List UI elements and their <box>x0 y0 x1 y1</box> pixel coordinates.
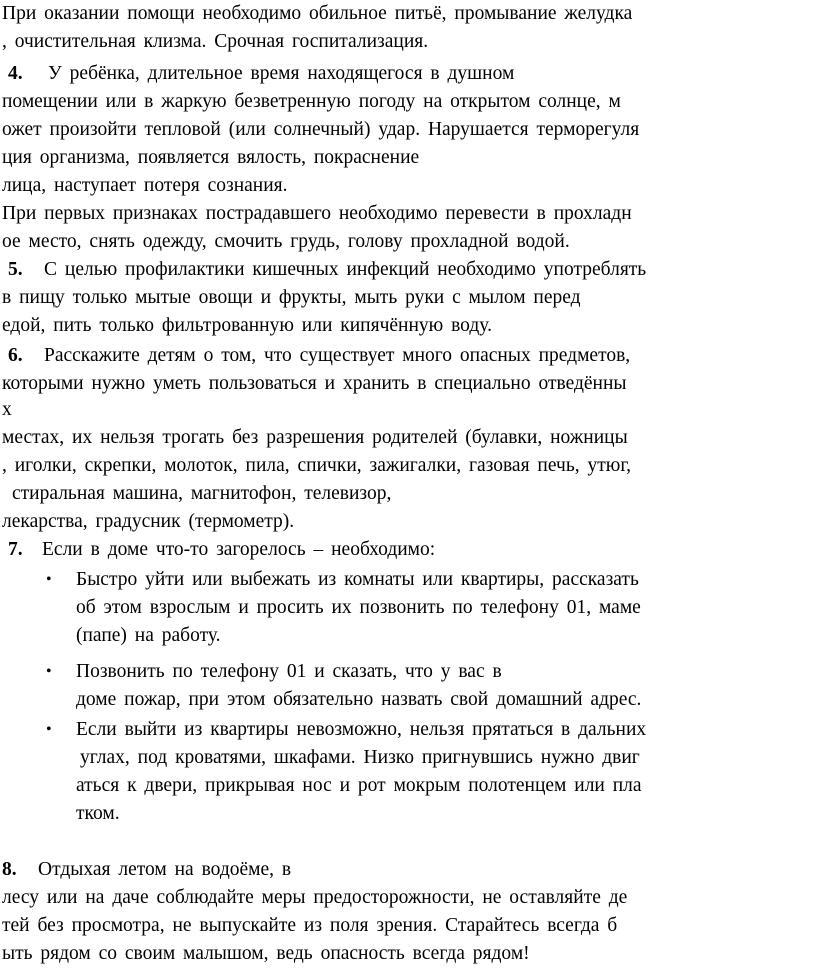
list-item-continuation: (папе) на работу. <box>76 625 221 646</box>
text-line: помещении или в жаркую безветренную погоду на открытом солнце, м <box>2 91 621 112</box>
text-line: Если в доме что-то загорелось – необходимо: <box>42 539 436 560</box>
text-line: ожет произойти тепловой (или солнечный) удар. Нарушается терморегуля <box>2 119 640 140</box>
list-item: Позвонить по телефону 01 и сказать, что у вас в <box>76 661 502 682</box>
list-item-continuation: тком. <box>76 803 120 824</box>
text-line: , иголки, скрепки, молоток, пила, спички, зажигалки, газовая печь, утюг, <box>2 455 631 476</box>
text-line: , очистительная клизма. Срочная госпитализация. <box>2 31 429 52</box>
text-line: При первых признаках пострадавшего необходимо перевести в прохладн <box>2 203 632 224</box>
item-number: 4. <box>8 63 23 84</box>
list-item: Если выйти из квартиры невозможно, нельзя прятаться в дальних <box>76 719 647 740</box>
item-number: 7. <box>8 539 23 560</box>
item-number: 8. <box>2 859 17 880</box>
list-item-continuation: доме пожар, при этом обязательно назвать свой домашний адрес. <box>76 689 642 710</box>
list-item-continuation: об этом взрослым и просить их позвонить по телефону 01, маме <box>76 597 641 618</box>
bullet-icon: • <box>46 663 52 680</box>
bullet-icon: • <box>46 721 52 738</box>
text-line: ыть рядом со своим малышом, ведь опасность всегда рядом! <box>2 943 530 964</box>
text-line: С целью профилактики кишечных инфекций необходимо употреблять <box>44 259 647 280</box>
text-line: которыми нужно уметь пользоваться и хранить в специально отведённы <box>2 373 627 394</box>
bullet-icon: • <box>46 571 52 588</box>
text-line: местах, их нельзя трогать без разрешения родителей (булавки, ножницы <box>2 427 628 448</box>
list-item-continuation: углах, под кроватями, шкафами. Низко пригнувшись нужно двиг <box>80 747 640 768</box>
text-line: лесу или на даче соблюдайте меры предосторожности, не оставляйте де <box>2 887 628 908</box>
text-line: Расскажите детям о том, что существует много опасных предметов, <box>44 345 631 366</box>
text-line: лица, наступает потеря сознания. <box>2 175 288 196</box>
text-line: стиральная машина, магнитофон, телевизор, <box>12 483 392 504</box>
item-number: 6. <box>8 345 23 366</box>
item-number: 5. <box>8 259 23 280</box>
list-item: Быстро уйти или выбежать из комнаты или квартиры, рассказать <box>76 569 639 590</box>
text-line: ое место, снять одежду, смочить грудь, голову прохладной водой. <box>2 231 570 252</box>
text-line: тей без просмотра, не выпускайте из поля зрения. Старайтесь всегда б <box>2 915 618 936</box>
text-line: У ребёнка, длительное время находящегося в душном <box>48 63 515 84</box>
text-line: При оказании помощи необходимо обильное питьё, промывание желудка <box>2 3 633 24</box>
text-line: едой, пить только фильтрованную или кипячённую воду. <box>2 315 492 336</box>
text-line: лекарства, градусник (термометр). <box>2 511 295 532</box>
text-line: в пищу только мытые овощи и фрукты, мыть руки с мылом перед <box>2 287 581 308</box>
text-line: х <box>2 399 12 420</box>
text-line: Отдыхая летом на водоёме, в <box>38 859 292 880</box>
list-item-continuation: аться к двери, прикрывая нос и рот мокрым полотенцем или пла <box>76 775 642 796</box>
text-line: ция организма, появляется вялость, покраснение <box>2 147 420 168</box>
